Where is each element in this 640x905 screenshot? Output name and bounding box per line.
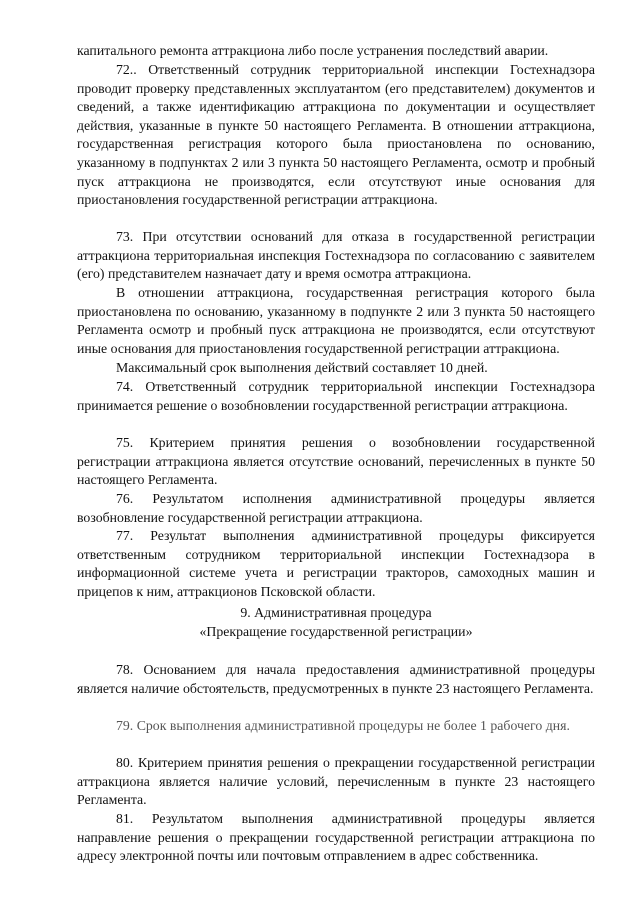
paragraph-continued: капитального ремонта аттракциона либо после устранения последствий аварии. <box>77 43 549 58</box>
paragraph-77: 77. Результат выполнения административной процедуры фиксируется ответственным сотрудником территориальной инспекции Гостехнадзора в информационной системе учета и регистрации тракторов, самоходных машин и прицепов к ним, аттракционов Псковской области. <box>77 528 595 599</box>
section-title: 9. Административная процедура <box>240 605 432 620</box>
paragraph-74: 74. Ответственный сотрудник территориальной инспекции Гостехнадзора принимается решение о возобновлении государственной регистрации аттракциона. <box>77 379 595 413</box>
section-subtitle: «Прекращение государственной регистрации» <box>199 624 473 639</box>
paragraph-75: 75. Критерием принятия решения о возобновлении государственной регистрации аттракциона является отсутствие оснований, перечисленных в пункте 50 настоящего Регламента. <box>77 435 595 488</box>
paragraph-72: 72.. Ответственный сотрудник территориальной инспекции Гостехнадзора проводит проверку представленных эксплуатантом (его представителем) документов и сведений, а также идентификацию аттракциона по документации и осуществляет действия, указанные в пункте 50 настоящего Регламента. В отношении аттракциона, государственная регистрация которого была приостановлена по основанию, указанному в подпунктах 2 или 3 пункта 50 настоящего Регламента, осмотр и пробный пуск аттракциона не производятся, если отсутствуют иные основания для приостановления государственной регистрации аттракциона. <box>77 62 595 208</box>
paragraph-80: 80. Критерием принятия решения о прекращении государственной регистрации аттракциона является наличие условий, перечисленным в пункте 23 настоящего Регламента. <box>77 755 595 808</box>
paragraph-81: 81. Результатом выполнения административной процедуры является направление решения о прекращении государственной регистрации аттракциона по адресу электронной почты или почтовым отправлением в адрес собственника. <box>77 811 595 864</box>
paragraph-76: 76. Результатом исполнения административной процедуры является возобновление государственной регистрации аттракциона. <box>77 491 595 525</box>
paragraph-78: 78. Основанием для начала предоставления административной процедуры является наличие обстоятельств, предусмотренных в пункте 23 настоящего Регламента. <box>77 662 595 696</box>
paragraph-73-c: Максимальный срок выполнения действий составляет 10 дней. <box>116 360 488 375</box>
paragraph-79: 79. Срок выполнения административной процедуры не более 1 рабочего дня. <box>116 718 570 733</box>
paragraph-73-b: В отношении аттракциона, государственная регистрация которого была приостановлена по основанию, указанному в подпункте 2 или 3 пункта 50 настоящего Регламента осмотр и пробный пуск аттракциона не производятся, если отсутствуют иные основания для приостановления государственной регистрации аттракциона. <box>77 285 595 356</box>
paragraph-73: 73. При отсутствии оснований для отказа в государственной регистрации аттракциона территориальная инспекция Гостехнадзора по согласованию с заявителем (его) представителем назначает дату и время осмотра аттракциона. <box>77 229 595 282</box>
